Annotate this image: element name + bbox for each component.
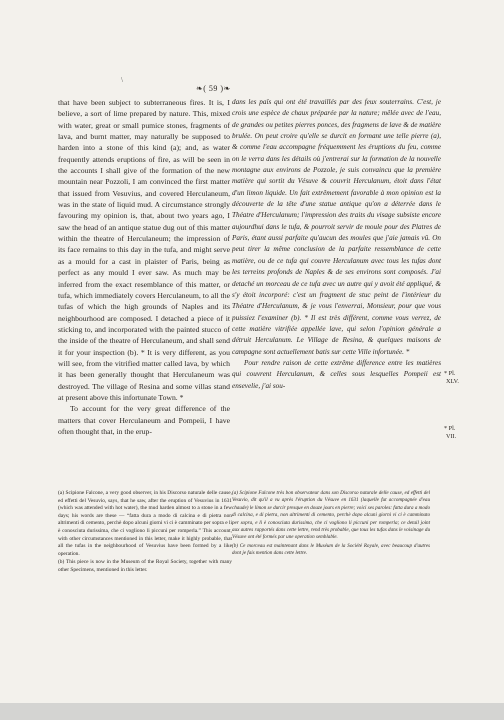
english-paragraph-2: To account for the very great difference of the matters that cover Herculaneum and Pompeii, I have often thought that, in the erup-	[58, 404, 230, 436]
french-footnote-a: (a) Scipione Falcone très bon observateur dans son Discorso naturale delle cause, ed effetti del Vesuvio, dit qu'il a vu après l'éruption du Vésuve en 1631 (laquelle fut accompagnée d'eau chaude) le limon se durcir presque en douze jours en pierre; voici ses paroles: fatta dura a modo di calcina, e di pietra, non altrimenti di cemento, perchè dopo alcuni giorni vi ci è camminato per sopra, e li è conosciuta durissima, che ci vogliono li piccuni per romperla; ce detail joint aux autres rapportés dans cette lettre, rend très probable, que tous les tufas dans le voisinage du Vésuve ont été formés par une operation semblable.	[232, 490, 430, 541]
plate-reference-1-number: XLV.	[446, 378, 459, 385]
french-paragraph-2: Pour rendre raison de cette extrême difference entre les matières qui couvrent Herculanum, & celles sous lesquelles Pompeii est ensevelie, j'ai sou-	[232, 358, 441, 390]
english-text-column	[58, 97, 230, 437]
french-footnotes	[232, 490, 430, 559]
page-header: ❧( 59 )❧	[196, 84, 231, 93]
english-footnotes	[58, 490, 232, 576]
french-footnote-b: (b) Ce morceau est maintenant dans le Muséum de la Société Royale, avec beaucoup d'autres dont je fais mention dans cette lettre.	[232, 542, 430, 557]
english-footnote-b: (b) This piece is now in the Museum of the Royal Society, together with many other Specimens, mentioned in this letter.	[58, 559, 232, 573]
margin-tick-mark: \	[121, 76, 123, 84]
french-paragraph-1: dans les païs qui ont été travaillés par des feux souterrains. C'est, je crois une espèce de chaux préparée par la nature; mêlée avec de l'eau, de grandes ou petites pierres ponces, des fragmens de lave & de matière brulée. On peut croire qu'elle se durcit en formant une telle pierre (a), & comme l'eau accompagne fréquemment les éruptions du feu, comme on le verra dans les détails où j'entrerai sur la formation de la nouvelle montagne aux environs de Pozzole, je suis convaincu que la première matière qui sortit du Vésuve & couvrit Herculanum, étoit dans l'état d'un limon liquide. Un fait extrêmement favorable à mon opinion est la découverte de la tête d'une statue antique qu'on a déterrée dans le Théatre d'Herculanum; l'impression des traits du visage subsiste encore aujourdhui dans le tufa, & pourroit servir de moule pour des Platres de Paris, étant aussi parfaite qu'aucun des moules que j'aie jamais vû. On peut tirer la même conclusion de la parfaite ressemblance de cette matière, ou de ce tufa qui couvre Herculanum avec tous les tufas dont les terreins profonds de Naples & de ses environs sont composés. J'ai detaché un morceau de ce tufa avec un autre qui y avoit été appliqué, & s'y étoit incorporé: c'est un fragment de stuc peint de l'intérieur du Théatre d'Herculanum, & je vous l'enverrai, Monsieur, pour que vous puissiez l'examiner (b). * Il est très différent, comme vous verrez, de cette matière vitrifiée appellée lave, qui selon l'opinion générale a détruit Herculanum. Le Village de Resina, & quelques maisons de campagne sont actuellement batis sur cette Ville infortunée. *	[232, 98, 441, 356]
english-footnote-a: (a) Scipione Falcone, a very good observer, in his Discorso naturale delle cause, ed effetti del Vesuvio, says, that he saw, after the eruption of Vesuvius in 1631 (which was attended with hot water), the mud harden almost to a stone in a few days; his words are these — “fatta dura a modo di calcina e di pietra non altrimenti di cemento, perchè dopo alcuni giorni vi ci è camminato per sopra e li è conosciuta durissima, che ci vogliono li piccuni per romperla.” This account, with other circumstances mentioned in this letter, make it highly probable, that all the tufas in the neighbourhood of Vesuvius have been formed by a like operation.	[58, 490, 232, 557]
plate-reference-2-number: VII.	[446, 433, 457, 440]
french-text-column	[232, 97, 441, 392]
scan-footer-bar	[0, 703, 504, 720]
plate-reference-2: * Pl.	[444, 425, 456, 432]
english-paragraph-1: that have been subject to subterraneous fires. It is, I believe, a sort of lime prepared by nature. This, mixed with water, great or small pumice stones, fragments of lava, and burnt matter, may naturally be supposed to harden into a stone of this kind (a); and, as water frequently attends eruptions of fire, as will be seen in the accounts I shall give of the formation of the new mountain near Pozzoli, I am convinced the first matter that issued from Vesuvius, and covered Herculaneum, was in the state of liquid mud. A circumstance strongly favouring my opinion is, that, about two years ago, I saw the head of an antique statue dug out of this matter within the theatre of Herculaneum; the impression of its face remains to this day in the tufa, and might serve as a mould for a cast in plaister of Paris, being as perfect as any mould I ever saw. As much may be inferred from the exact resemblance of this matter, or tufa, which immediately covers Herculaneum, to all the tufas of which the high grounds of Naples and its neighbourhood are composed. I detached a piece of it sticking to, and incorporated with the painted stucco of the inside of the theatre of Herculaneum, and shall send it for your inspection (b). * It is very different, as you will see, from the vitrified matter called lava, by which it has been generally thought that Herculaneum was destroyed. The village of Resina and some villas stand at present above this infortunate Town. *	[58, 98, 230, 402]
plate-reference-1: * Pl.	[444, 370, 456, 377]
